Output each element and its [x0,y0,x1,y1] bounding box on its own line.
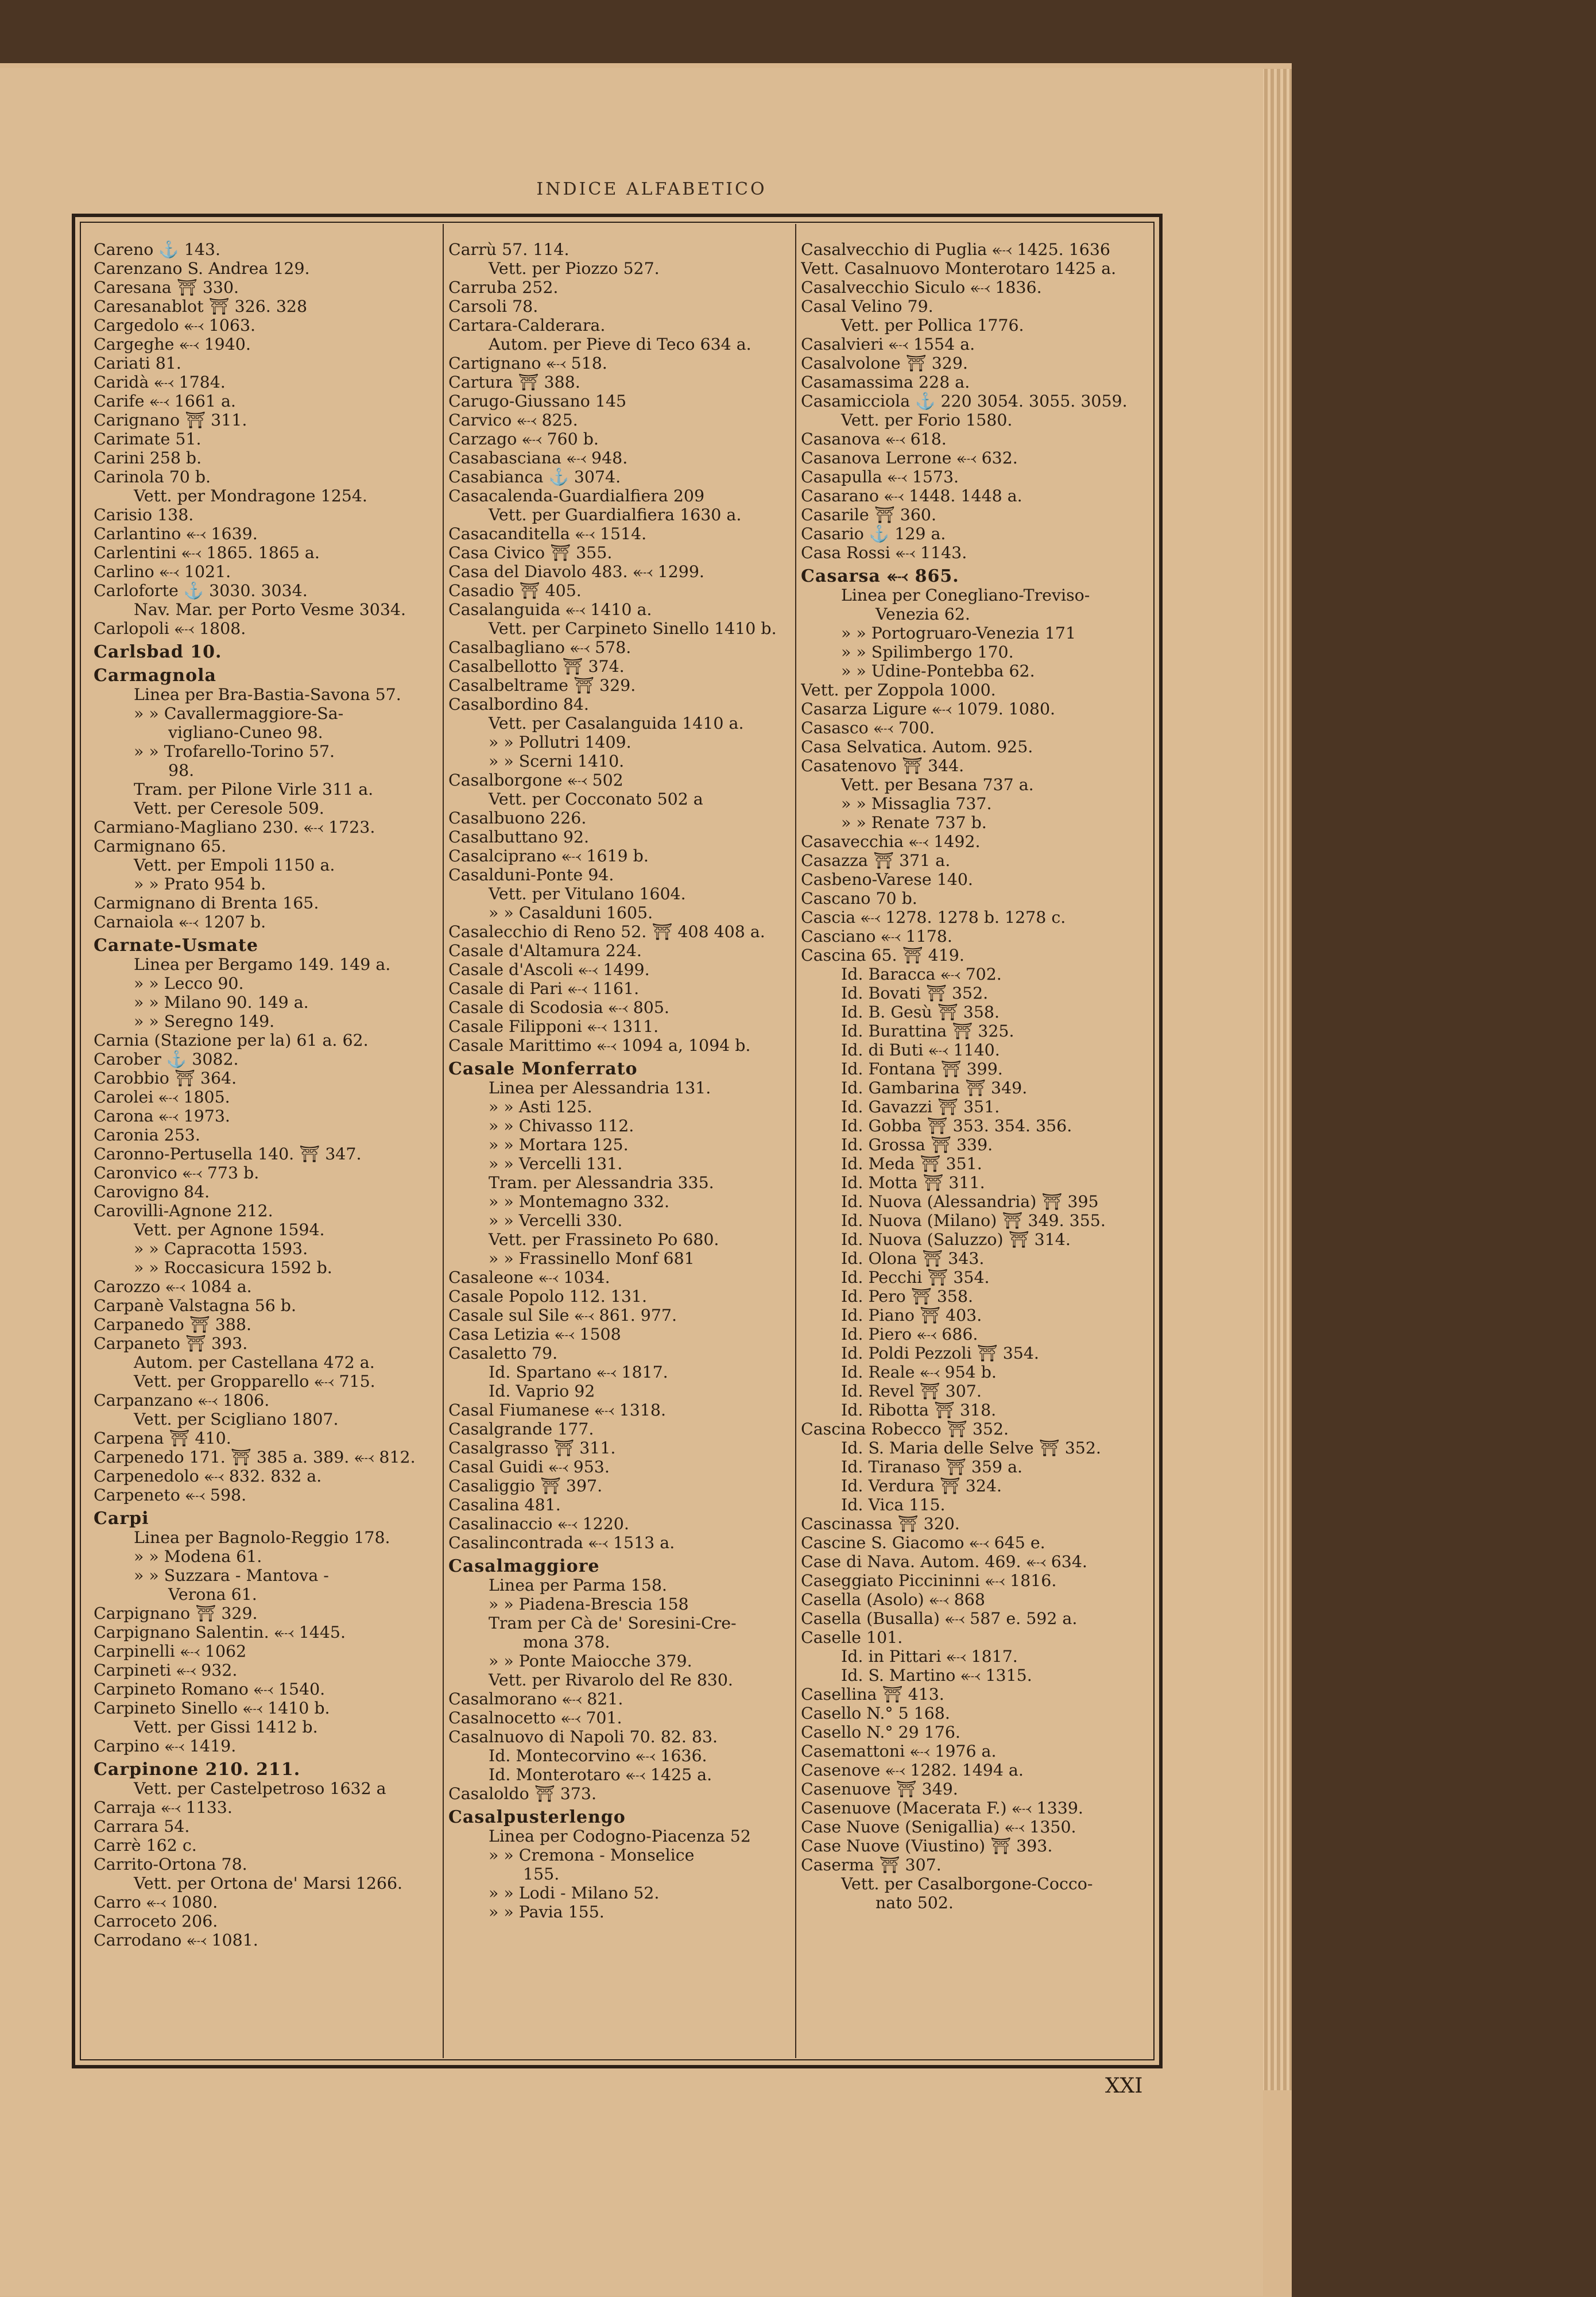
index-subentry: » » Ponte Maiocche 379. [489,1652,692,1670]
index-subentry: Linea per Bergamo 149. 149 a. [134,955,391,974]
index-subentry: » » Pollutri 1409. [489,733,632,752]
index-entry: Carloforte ⚓ 3030. 3034. [94,581,308,600]
index-subentry: Vett. per Casalanguida 1410 a. [489,714,744,733]
index-entry: Casella (Busalla) ⬷ 587 e. 592 a. [801,1609,1078,1628]
index-entry: Cascina Robecco ⛩ 352. [801,1420,1009,1438]
index-subentry: Id. Nuova (Milano) ⛩ 349. 355. [841,1211,1106,1230]
index-subentry: Tram. per Pilone Virle 311 a. [134,780,374,799]
index-column-middle [448,240,790,2060]
index-subentry: Vett. per Rivarolo del Re 830. [489,1670,733,1689]
index-entry: Casazza ⛩ 371 a. [801,851,951,870]
index-entry: Casalvieri ⬷ 1554 a. [801,335,975,354]
index-entry: Casanova Lerrone ⬷ 632. [801,448,1018,467]
index-subentry: » » Udine-Pontebba 62. [841,662,1035,680]
index-entry: Casal Guidi ⬷ 953. [448,1457,610,1476]
index-subentry: » » Modena 61. [134,1547,262,1566]
index-entry: Casale Marittimo ⬷ 1094 a, 1094 b. [448,1036,751,1055]
index-subentry: Id. Piero ⬷ 686. [841,1325,978,1344]
index-subentry: Vett. per Casalborgone-Cocco- [841,1874,1093,1893]
index-entry: Casa del Diavolo 483. ⬷ 1299. [448,562,704,581]
index-entry: Carmiano-Magliano 230. ⬷ 1723. [94,818,375,837]
index-entry: Casbeno-Varese 140. [801,870,973,889]
index-subentry: Vett. per Scigliano 1807. [134,1410,339,1429]
index-entry: Casanova ⬷ 618. [801,430,947,448]
index-entry: Casalnuovo di Napoli 70. 82. 83. [448,1727,718,1746]
index-entry: Carife ⬷ 1661 a. [94,392,236,411]
index-subentry: » » Suzzara - Mantova - [134,1566,329,1585]
index-entry: Casa Letizia ⬷ 1508 [448,1325,621,1344]
index-column-left [94,240,438,2060]
index-entry: Caronvico ⬷ 773 b. [94,1163,259,1182]
index-subentry: Id. Verdura ⛩ 324. [841,1476,1002,1495]
index-entry: Casenove ⬷ 1282. 1494 a. [801,1761,1024,1780]
index-entry: Casale di Pari ⬷ 1161. [448,979,640,998]
index-subentry: » » Prato 954 b. [134,875,266,894]
index-subentry: Id. Motta ⛩ 311. [841,1173,985,1192]
index-entry: Case Nuove (Senigallia) ⬷ 1350. [801,1818,1076,1836]
index-entry: Casalbeltrame ⛩ 329. [448,676,636,695]
index-entry: Carpenedolo ⬷ 832. 832 a. [94,1467,322,1486]
index-heading: Casalpusterlengo [448,1807,626,1827]
index-subentry: Vett. per Mondragone 1254. [134,486,367,505]
index-subentry: » » Seregno 149. [134,1012,275,1031]
index-subentry: » » Asti 125. [489,1097,592,1116]
index-entry: Carlantino ⬷ 1639. [94,524,258,543]
index-subentry: Tram per Cà de' Soresini-Cre- [489,1614,737,1633]
index-subentry: » » Cavallermaggiore-Sa- [134,704,344,723]
index-entry: Vett. Casalnuovo Monterotaro 1425 a. [801,259,1117,278]
index-entry: Casalnocetto ⬷ 701. [448,1708,622,1727]
index-subentry: Vett. per Cocconato 502 a [489,790,703,809]
index-entry: Casale Filipponi ⬷ 1311. [448,1017,659,1036]
index-subentry: » » Piadena-Brescia 158 [489,1595,689,1614]
index-entry: Casario ⚓ 129 a. [801,524,946,543]
index-subentry: Nav. Mar. per Porto Vesme 3034. [134,600,406,619]
index-entry: Casalmorano ⬷ 821. [448,1689,623,1708]
index-entry: Carpineto Romano ⬷ 1540. [94,1680,326,1699]
index-subentry: Vett. per Piozzo 527. [489,259,660,278]
index-subentry: Id. Pecchi ⛩ 354. [841,1268,990,1287]
index-entry: Casalecchio di Reno 52. ⛩ 408 408 a. [448,922,765,941]
index-heading: Casale Monferrato [448,1059,638,1079]
index-subentry: Id. in Pittari ⬷ 1817. [841,1647,1018,1666]
index-continuation: 98. [168,761,195,780]
index-entry: Casalgrande 177. [448,1420,594,1438]
index-entry: Carovilli-Agnone 212. [94,1201,273,1220]
index-entry: Casarile ⛩ 360. [801,505,936,524]
index-entry: Carpignano Salentin. ⬷ 1445. [94,1623,346,1642]
index-entry: Casa Selvatica. Autom. 925. [801,737,1033,756]
index-subentry: Id. Gambarina ⛩ 349. [841,1078,1028,1097]
index-entry: Casalbellotto ⛩ 374. [448,657,625,676]
index-entry: Carruba 252. [448,278,559,297]
index-entry: Casal Fiumanese ⬷ 1318. [448,1401,667,1420]
index-entry: Carmignano 65. [94,837,227,856]
index-entry: Casalvecchio di Puglia ⬷ 1425. 1636 [801,240,1110,259]
index-entry: Caserma ⛩ 307. [801,1855,942,1874]
index-entry: Casellina ⛩ 413. [801,1685,944,1704]
index-subentry: Vett. per Forio 1580. [841,411,1013,430]
index-entry: Casalina 481. [448,1495,561,1514]
index-subentry: Vett. per Castelpetroso 1632 a [134,1779,386,1798]
index-entry: Carobbio ⛩ 364. [94,1069,237,1088]
index-entry: Casal Velino 79. [801,297,933,316]
index-heading: Casarsa ⬷ 865. [801,566,959,586]
index-subentry: » » Chivasso 112. [489,1116,634,1135]
index-subentry: Linea per Bra-Bastia-Savona 57. [134,685,401,704]
index-entry: Casacanditella ⬷ 1514. [448,524,647,543]
index-entry: Casalborgone ⬷ 502 [448,771,623,790]
index-subentry: Vett. per Carpineto Sinello 1410 b. [489,619,777,638]
index-subentry: Linea per Bagnolo-Reggio 178. [134,1528,390,1547]
index-entry: Carraja ⬷ 1133. [94,1798,233,1817]
index-entry: Casalbordino 84. [448,695,589,714]
page-number: XXI [1105,2074,1143,2098]
index-subentry: Id. Nuova (Saluzzo) ⛩ 314. [841,1230,1071,1249]
index-entry: Casalduni-Ponte 94. [448,865,614,884]
index-subentry: Id. Montecorvino ⬷ 1636. [489,1746,707,1765]
index-entry: Carrù 57. 114. [448,240,570,259]
index-entry: Carrito-Ortona 78. [94,1855,247,1874]
index-subentry: » » Renate 737 b. [841,813,987,832]
index-entry: Casarza Ligure ⬷ 1079. 1080. [801,699,1056,718]
index-entry: Casalinaccio ⬷ 1220. [448,1514,629,1533]
index-entry: Cascinassa ⛩ 320. [801,1514,960,1533]
index-subentry: Id. Spartano ⬷ 1817. [489,1363,668,1382]
index-entry: Casalanguida ⬷ 1410 a. [448,600,652,619]
index-entry: Carozzo ⬷ 1084 a. [94,1277,252,1296]
index-subentry: Vett. per Gissi 1412 b. [134,1718,318,1737]
page-header: INDICE ALFABETICO [536,179,767,199]
index-subentry: Vett. per Agnone 1594. [134,1220,325,1239]
index-subentry: Vett. per Frassineto Po 680. [489,1230,719,1249]
index-entry: Casale Popolo 112. 131. [448,1287,648,1306]
index-entry: Casale sul Sile ⬷ 861. 977. [448,1306,677,1325]
index-entry: Casa Rossi ⬷ 1143. [801,543,967,562]
index-subentry: Autom. per Pieve di Teco 634 a. [489,335,751,354]
index-entry: Casaletto 79. [448,1344,558,1363]
index-entry: Carpineto Sinello ⬷ 1410 b. [94,1699,330,1718]
index-entry: Case Nuove (Viustino) ⛩ 393. [801,1836,1053,1855]
index-entry: Cascine S. Giacomo ⬷ 645 e. [801,1533,1045,1552]
index-continuation: Venezia 62. [876,605,970,624]
index-subentry: Id. Gobba ⛩ 353. 354. 356. [841,1116,1072,1135]
index-subentry: Id. S. Maria delle Selve ⛩ 352. [841,1438,1101,1457]
index-entry: Carlentini ⬷ 1865. 1865 a. [94,543,320,562]
index-entry: Cargeghe ⬷ 1940. [94,335,251,354]
index-entry: Carnaiola ⬷ 1207 b. [94,912,266,931]
index-entry: Caresanablot ⛩ 326. 328 [94,297,308,316]
index-entry: Carpineti ⬷ 932. [94,1661,238,1680]
index-entry: Carisio 138. [94,505,194,524]
index-entry: Carroceto 206. [94,1912,218,1931]
index-subentry: Id. Bovati ⛩ 352. [841,984,989,1003]
index-subentry: Linea per Alessandria 131. [489,1078,711,1097]
index-subentry: Id. B. Gesù ⛩ 358. [841,1003,1000,1022]
index-entry: Carlopoli ⬷ 1808. [94,619,246,638]
index-entry: Casatenovo ⛩ 344. [801,756,964,775]
column-divider [795,224,796,2058]
index-subentry: Id. Ribotta ⛩ 318. [841,1401,997,1420]
index-entry: Carrara 54. [94,1817,190,1836]
index-subentry: Id. Tiranaso ⛩ 359 a. [841,1457,1023,1476]
index-subentry: » » Vercelli 330. [489,1211,623,1230]
index-entry: Carober ⚓ 3082. [94,1050,239,1069]
index-subentry: Id. Vica 115. [841,1495,946,1514]
index-heading: Carnate-Usmate [94,935,258,956]
index-subentry: Id. Grossa ⛩ 339. [841,1135,993,1154]
index-entry: Carovigno 84. [94,1182,210,1201]
index-entry: Cariati 81. [94,354,181,373]
index-entry: Carpenedo 171. ⛩ 385 a. 389. ⬷ 812. [94,1448,416,1467]
index-entry: Vett. per Zoppola 1000. [801,680,996,699]
index-entry: Casamicciola ⚓ 220 3054. 3055. 3059. [801,392,1128,411]
index-entry: Casavecchia ⬷ 1492. [801,832,981,851]
index-subentry: Id. Revel ⛩ 307. [841,1382,982,1401]
index-continuation: 155. [523,1865,560,1884]
index-subentry: Id. di Buti ⬷ 1140. [841,1041,1000,1059]
index-entry: Caselle 101. [801,1628,903,1647]
index-entry: Casabianca ⚓ 3074. [448,467,621,486]
index-entry: Cascano 70 b. [801,889,917,908]
index-entry: Carrodano ⬷ 1081. [94,1931,258,1950]
index-entry: Carpaneto ⛩ 393. [94,1334,248,1353]
index-subentry: Linea per Conegliano-Treviso- [841,586,1090,605]
index-entry: Casella (Asolo) ⬷ 868 [801,1590,985,1609]
index-entry: Careno ⚓ 143. [94,240,221,259]
index-heading: Carmagnola [94,666,216,686]
index-entry: Carimate 51. [94,430,202,448]
index-entry: Casenuove ⛩ 349. [801,1780,958,1799]
index-entry: Cascia ⬷ 1278. 1278 b. 1278 c. [801,908,1066,927]
index-entry: Casalbuono 226. [448,809,587,827]
index-entry: Casciano ⬷ 1178. [801,927,952,946]
index-subentry: Id. Fontana ⛩ 399. [841,1059,1003,1078]
index-entry: Carpinelli ⬷ 1062 [94,1642,247,1661]
index-subentry: Vett. per Guardialfiera 1630 a. [489,505,742,524]
index-entry: Casalgrasso ⛩ 311. [448,1438,616,1457]
index-entry: Caronia 253. [94,1126,200,1144]
index-entry: Carini 258 b. [94,448,202,467]
index-entry: Casalciprano ⬷ 1619 b. [448,846,649,865]
index-entry: Carolei ⬷ 1805. [94,1088,230,1107]
index-column-right [801,240,1145,2060]
index-subentry: Id. S. Martino ⬷ 1315. [841,1666,1032,1685]
index-entry: Carpanè Valstagna 56 b. [94,1296,296,1315]
index-entry: Casenuove (Macerata F.) ⬷ 1339. [801,1799,1083,1818]
index-entry: Casarano ⬷ 1448. 1448 a. [801,486,1022,505]
index-subentry: » » Pavia 155. [489,1902,605,1921]
index-entry: Casalbagliano ⬷ 578. [448,638,632,657]
index-subentry: Id. Monterotaro ⬷ 1425 a. [489,1765,712,1784]
index-entry: Casasco ⬷ 700. [801,718,935,737]
index-entry: Carignano ⛩ 311. [94,411,247,430]
index-heading: Casalmaggiore [448,1556,600,1576]
index-subentry: » » Lecco 90. [134,974,244,993]
index-subentry: » » Scerni 1410. [489,752,625,771]
index-entry: Casaloldo ⛩ 373. [448,1784,596,1803]
index-subentry: Id. Olona ⛩ 343. [841,1249,985,1268]
index-subentry: Id. Burattina ⛩ 325. [841,1022,1014,1041]
index-subentry: Vett. per Pollica 1776. [841,316,1024,335]
index-entry: Caridà ⬷ 1784. [94,373,226,392]
index-entry: Casemattoni ⬷ 1976 a. [801,1742,997,1761]
index-entry: Cargedolo ⬷ 1063. [94,316,256,335]
index-continuation: nato 502. [876,1893,954,1912]
index-subentry: » » Vercelli 131. [489,1154,623,1173]
index-subentry: Vett. per Besana 737 a. [841,775,1034,794]
index-entry: Casapulla ⬷ 1573. [801,467,959,486]
index-subentry: » » Missaglia 737. [841,794,992,813]
index-subentry: » » Spilimbergo 170. [841,643,1014,662]
index-entry: Carpeneto ⬷ 598. [94,1486,247,1505]
index-subentry: » » Montemagno 332. [489,1192,670,1211]
index-subentry: » » Portogruaro-Venezia 171 [841,624,1076,643]
index-subentry: » » Milano 90. 149 a. [134,993,309,1012]
index-subentry: Id. Baracca ⬷ 702. [841,965,1002,984]
index-entry: Carrè 162 c. [94,1836,197,1855]
index-entry: Carpanedo ⛩ 388. [94,1315,251,1334]
index-entry: Casale d'Altamura 224. [448,941,642,960]
index-subentry: Vett. per Ceresole 509. [134,799,324,818]
index-subentry: » » Casalduni 1605. [489,903,653,922]
index-subentry: Id. Vaprio 92 [489,1382,595,1401]
index-entry: Carzago ⬷ 760 b. [448,430,599,448]
index-heading: Carpi [94,1509,149,1529]
index-entry: Cartura ⛩ 388. [448,373,580,392]
index-entry: Casadio ⛩ 405. [448,581,582,600]
index-entry: Carnia (Stazione per la) 61 a. 62. [94,1031,369,1050]
index-subentry: Vett. per Gropparello ⬷ 715. [134,1372,375,1391]
index-continuation: Verona 61. [168,1585,257,1604]
index-entry: Case di Nava. Autom. 469. ⬷ 634. [801,1552,1087,1571]
index-heading: Carlsbad 10. [94,642,222,662]
index-subentry: » » Trofarello-Torino 57. [134,742,335,761]
index-heading: Carpinone 210. 211. [94,1760,301,1780]
index-entry: Carvico ⬷ 825. [448,411,578,430]
index-entry: Carona ⬷ 1973. [94,1107,230,1126]
index-entry: Casacalenda-Guardialfiera 209 [448,486,705,505]
index-entry: Casa Civico ⛩ 355. [448,543,613,562]
index-entry: Casalvolone ⛩ 329. [801,354,968,373]
index-subentry: Id. Nuova (Alessandria) ⛩ 395 [841,1192,1099,1211]
index-entry: Casale d'Ascoli ⬷ 1499. [448,960,650,979]
index-entry: Casello N.° 5 168. [801,1704,950,1723]
index-subentry: » » Lodi - Milano 52. [489,1884,660,1902]
index-entry: Carpanzano ⬷ 1806. [94,1391,270,1410]
index-subentry: Id. Pero ⛩ 358. [841,1287,974,1306]
index-entry: Carmignano di Brenta 165. [94,894,319,912]
index-subentry: » » Cremona - Monselice [489,1846,695,1865]
index-entry: Casalbuttano 92. [448,827,589,846]
index-entry: Carro ⬷ 1080. [94,1893,218,1912]
index-subentry: Vett. per Empoli 1150 a. [134,856,335,875]
index-entry: Carinola 70 b. [94,467,211,486]
index-subentry: Autom. per Castellana 472 a. [134,1353,375,1372]
index-entry: Caresana ⛩ 330. [94,278,239,297]
index-entry: Caronno-Pertusella 140. ⛩ 347. [94,1144,362,1163]
index-entry: Carlino ⬷ 1021. [94,562,231,581]
index-subentry: » » Frassinello Monf 681 [489,1249,695,1268]
index-subentry: Id. Gavazzi ⛩ 351. [841,1097,1000,1116]
index-entry: Casalvecchio Siculo ⬷ 1836. [801,278,1042,297]
index-entry: Carpignano ⛩ 329. [94,1604,258,1623]
index-entry: Cascina 65. ⛩ 419. [801,946,964,965]
index-entry: Casale di Scodosia ⬷ 805. [448,998,669,1017]
column-divider [443,224,444,2058]
index-subentry: Tram. per Alessandria 335. [489,1173,714,1192]
index-entry: Carpino ⬷ 1419. [94,1737,237,1755]
index-subentry: Id. Reale ⬷ 954 b. [841,1363,997,1382]
index-subentry: Linea per Parma 158. [489,1576,667,1595]
index-subentry: Vett. per Ortona de' Marsi 1266. [134,1874,403,1893]
index-continuation: mona 378. [523,1633,610,1652]
index-subentry: Id. Piano ⛩ 403. [841,1306,982,1325]
index-entry: Casabasciana ⬷ 948. [448,448,628,467]
index-subentry: Linea per Codogno-Piacenza 52 [489,1827,751,1846]
index-entry: Caseggiato Piccininni ⬷ 1816. [801,1571,1057,1590]
index-entry: Casalincontrada ⬷ 1513 a. [448,1533,675,1552]
index-entry: Casaliggio ⛩ 397. [448,1476,603,1495]
index-subentry: » » Mortara 125. [489,1135,629,1154]
index-entry: Cartignano ⬷ 518. [448,354,607,373]
index-frame [72,214,1163,2068]
index-entry: Casello N.° 29 176. [801,1723,960,1742]
index-subentry: » » Roccasicura 1592 b. [134,1258,332,1277]
index-subentry: Id. Poldi Pezzoli ⛩ 354. [841,1344,1039,1363]
index-entry: Cartara-Calderara. [448,316,606,335]
index-entry: Casaleone ⬷ 1034. [448,1268,610,1287]
index-subentry: » » Capracotta 1593. [134,1239,308,1258]
index-entry: Carpena ⛩ 410. [94,1429,231,1448]
index-entry: Casamassima 228 a. [801,373,970,392]
index-entry: Carenzano S. Andrea 129. [94,259,310,278]
index-entry: Carsoli 78. [448,297,539,316]
index-subentry: Id. Meda ⛩ 351. [841,1154,982,1173]
index-subentry: Vett. per Vitulano 1604. [489,884,686,903]
index-entry: Carugo-Giussano 145 [448,392,627,411]
index-continuation: vigliano-Cuneo 98. [168,723,323,742]
